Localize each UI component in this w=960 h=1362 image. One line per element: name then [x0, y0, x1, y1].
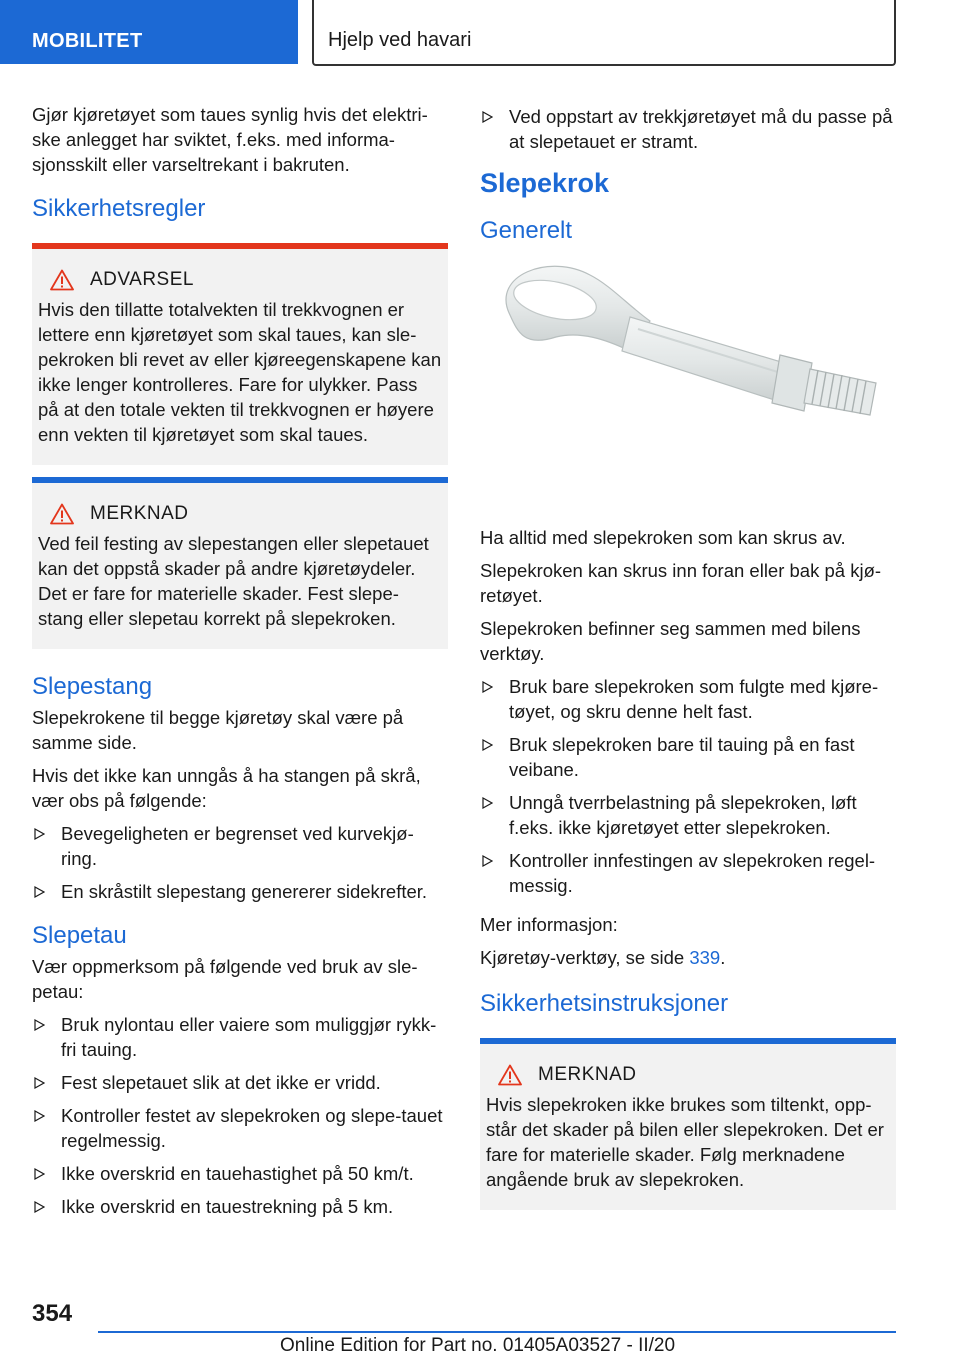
triangle-bullet-icon: [482, 111, 493, 123]
list-item: Bruk bare slepekroken som fulgte med kjøre-tøyet, og skru denne helt fast.: [480, 674, 896, 724]
slepetau-heading: Slepetau: [32, 922, 127, 949]
triangle-bullet-icon: [34, 886, 45, 898]
list-item: Bruk nylontau eller vaiere som muliggjør rykk-fri tauing.: [32, 1012, 448, 1062]
list-item: Ved oppstart av trekkjøretøyet må du passe på at slepetauet er stramt.: [480, 104, 896, 154]
edition-text: Online Edition for Part no. 01405A03527 - II/20: [280, 1335, 676, 1356]
triangle-bullet-icon: [482, 681, 493, 693]
list-item: Ikke overskrid en tauehastighet på 50 km/t.: [32, 1161, 448, 1186]
left-column: [32, 102, 448, 1229]
slepestang-list: [32, 821, 448, 904]
generelt-paragraph-3: Slepekroken befinner seg sammen med bilens verktøy.: [480, 618, 861, 664]
warning-triangle-icon: [50, 269, 74, 291]
page-reference-link[interactable]: 339: [689, 947, 721, 968]
chapter-tab: [312, 0, 896, 66]
triangle-bullet-icon: [482, 797, 493, 809]
slepetau-list: [32, 1012, 448, 1219]
slepetau-paragraph: Vær oppmerksom på følgende ved bruk av sle-petau:: [32, 956, 418, 1002]
page-number: 354: [32, 1300, 73, 1327]
note-box: [32, 477, 448, 649]
list-item: Fest slepetauet slik at det ikke er vridd.: [32, 1070, 448, 1095]
cross-reference: Kjøretøy-verktøy, se side 339.: [480, 947, 726, 968]
note-text: Ved feil festing av slepestangen eller slepetauet kan det oppstå skader på andre kjøretøydeler. Det er fare for materielle skader. Fest slepe-stang eller slepetau korrekt på slepekroken.: [38, 533, 429, 629]
slepekrok-heading: Slepekrok: [480, 168, 610, 198]
warning-text: Hvis den tillatte totalvekten til trekkvognen er lettere enn kjøretøyet som skal taues, kan sle-pekroken bli revet av eller kjøreegenskapene kan ikke lenger kontrolleres. Fare for ulykker. Pass på at den totale vekten til trekkvognen er høyere enn vekten til kjøretøyet som skal taues.: [38, 299, 442, 445]
triangle-bullet-icon: [34, 1019, 45, 1031]
note-text: Hvis slepekroken ikke brukes som tiltenkt, opp-står det skader på bilen eller slepekroken. Det er fare for materielle skader. Følg merknadene angående bruk av slepekroken.: [486, 1094, 884, 1190]
section-title: MOBILITET: [32, 30, 143, 52]
generelt-paragraph-2: Slepekroken kan skrus inn foran eller bak på kjø-retøyet.: [480, 560, 882, 606]
slepestang-paragraph-1: Slepekrokene til begge kjøretøy skal være på samme side.: [32, 707, 404, 753]
generelt-paragraph-1: Ha alltid med slepekroken som kan skrus av.: [480, 527, 846, 548]
right-column: [480, 102, 896, 1210]
intro-paragraph: Gjør kjøretøyet som taues synlig hvis det elektri-ske anlegget har sviktet, f.eks. med informa-sjonsskilt eller varseltrekant i bakruten.: [32, 104, 428, 175]
list-item: Bruk slepekroken bare til tauing på en fast veibane.: [480, 732, 896, 782]
generelt-heading: Generelt: [480, 217, 573, 244]
note-title: MERKNAD: [90, 503, 189, 524]
triangle-bullet-icon: [34, 1168, 45, 1180]
list-item: En skråstilt slepestang genererer sidekrefter.: [32, 879, 448, 904]
warning-triangle-icon: [498, 1064, 522, 1086]
slepekrok-list: [480, 674, 896, 898]
tow-hook-image: [480, 255, 896, 465]
triangle-bullet-icon: [482, 739, 493, 751]
note-box-right: [480, 1038, 896, 1210]
list-item: Ikke overskrid en tauestrekning på 5 km.: [32, 1194, 448, 1219]
warning-title: ADVARSEL: [90, 269, 194, 290]
note-title: MERKNAD: [538, 1064, 637, 1085]
list-item: Bevegeligheten er begrenset ved kurvekjø-ring.: [32, 821, 448, 871]
list-item: Kontroller innfestingen av slepekroken regel-messig.: [480, 848, 896, 898]
note-header: [486, 1064, 890, 1086]
slepestang-heading: Slepestang: [32, 673, 153, 700]
triangle-bullet-icon: [34, 828, 45, 840]
safety-rules-heading: Sikkerhetsregler: [32, 195, 206, 222]
triangle-bullet-icon: [482, 855, 493, 867]
list-item: Unngå tverrbelastning på slepekroken, løft f.eks. ikke kjøretøyet etter slepekroken.: [480, 790, 896, 840]
triangle-bullet-icon: [34, 1201, 45, 1213]
warning-box: [32, 243, 448, 465]
continued-list: [480, 104, 896, 154]
section-tab: [0, 0, 298, 64]
tow-hook-illustration: [480, 255, 896, 465]
footer-divider: [98, 1331, 896, 1333]
triangle-bullet-icon: [34, 1110, 45, 1122]
triangle-bullet-icon: [34, 1077, 45, 1089]
chapter-title: Hjelp ved havari: [328, 29, 472, 51]
note-header: [38, 503, 442, 525]
list-item: Kontroller festet av slepekroken og slepe-tauet regelmessig.: [32, 1103, 448, 1153]
slepestang-paragraph-2: Hvis det ikke kan unngås å ha stangen på skrå, vær obs på følgende:: [32, 765, 421, 811]
warning-header: [38, 269, 442, 291]
more-info-label: Mer informasjon:: [480, 914, 618, 935]
warning-triangle-icon: [50, 503, 74, 525]
safety-instructions-heading: Sikkerhetsinstruksjoner: [480, 990, 729, 1017]
